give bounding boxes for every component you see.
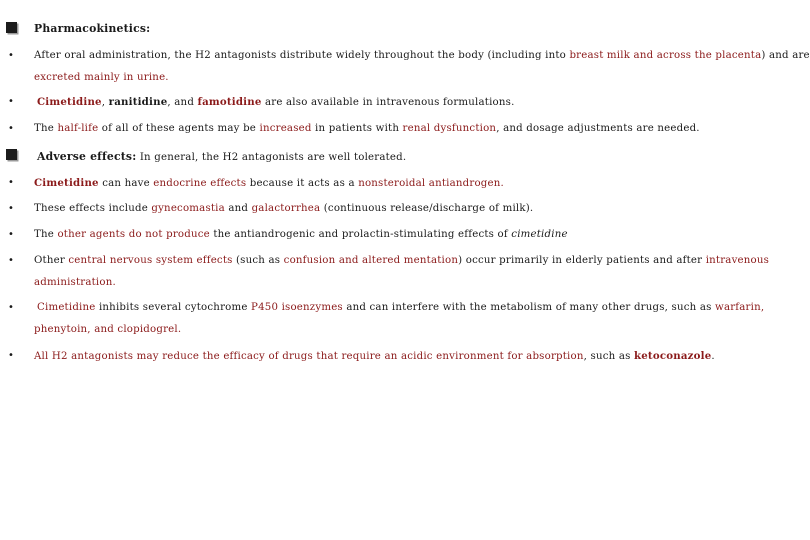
list-item-text <box>34 50 810 61</box>
text-run: (such as <box>232 255 284 266</box>
highlight-text: administration. <box>34 277 116 288</box>
bullet-dot-icon: • <box>8 96 15 107</box>
drug-name: ranitidine <box>108 96 168 108</box>
text-run: (continuous release/discharge of milk). <box>320 203 534 214</box>
bullet-dot-icon: • <box>8 255 15 266</box>
text-run: inhibits several cytochrome <box>95 302 252 313</box>
text-run: the antiandrogenic and prolactin-stimulating effects of <box>209 229 512 240</box>
highlight-text: central nervous system effects <box>68 255 233 266</box>
drug-name: famotidine <box>197 96 262 108</box>
text-run: After oral administration, the H2 antagonists distribute widely throughout the body (including into <box>34 50 570 61</box>
text-run: The <box>34 123 58 134</box>
list-item-text <box>37 302 764 313</box>
text-run: and <box>224 203 252 214</box>
drug-name: ketoconazole <box>633 350 712 362</box>
highlight-text: renal dysfunction <box>402 123 497 134</box>
highlight-text: phenytoin, and clopidogrel. <box>34 324 182 335</box>
text-run: These effects include <box>34 203 152 214</box>
text-run: , <box>101 97 109 108</box>
bullet-dot-icon: • <box>8 203 15 214</box>
list-item-text <box>34 350 715 362</box>
highlight-text: galactorrhea <box>251 203 321 214</box>
text-run: ) and are <box>761 50 810 61</box>
section-heading-line <box>37 150 406 163</box>
bullet-dot-icon: • <box>8 50 15 61</box>
list-item-text <box>34 123 700 134</box>
bullet-dot-icon: • <box>8 350 15 361</box>
text-run: are also available in intravenous formulations. <box>261 97 515 108</box>
highlight-text: that require an acidic environment for absorption <box>316 351 584 362</box>
square-checkbox-icon <box>6 149 17 160</box>
bullet-dot-icon: • <box>8 123 15 134</box>
highlight-text: excreted mainly in urine. <box>34 72 169 83</box>
highlight-text: All H2 antagonists may reduce the efficacy of drugs <box>34 351 317 362</box>
section-heading: Pharmacokinetics: <box>34 22 151 35</box>
highlight-text: P450 isoenzymes <box>251 302 343 313</box>
text-run: in patients with <box>311 123 403 134</box>
italic-text: cimetidine <box>511 229 568 240</box>
bullet-dot-icon: • <box>8 177 15 188</box>
text-run: ) occur primarily in elderly patients and after <box>458 255 706 266</box>
highlight-text: intravenous <box>705 255 770 266</box>
text-run: , and dosage adjustments are needed. <box>496 123 700 134</box>
drug-name: Cimetidine <box>37 302 96 313</box>
text-run: Other <box>34 255 69 266</box>
text-run: and can interfere with the metabolism of many other drugs, such as <box>342 302 716 313</box>
list-item-text <box>34 177 504 189</box>
list-item-text <box>34 255 769 266</box>
list-item-text <box>37 96 515 108</box>
drug-name: Cimetidine <box>37 96 102 108</box>
bullet-dot-icon: • <box>8 302 15 313</box>
bullet-dot-icon: • <box>8 229 15 240</box>
highlight-text: endocrine effects <box>153 178 247 189</box>
highlight-text: confusion and altered mentation <box>283 255 459 266</box>
highlight-text: warfarin, <box>715 302 765 313</box>
highlight-text: increased <box>259 123 312 134</box>
text-run: In general, the H2 antagonists are well tolerated. <box>136 152 407 163</box>
square-checkbox-icon <box>6 22 17 33</box>
highlight-text: breast milk and across the placenta <box>569 50 762 61</box>
text-run: because it acts as a <box>246 178 359 189</box>
text-run: , and <box>167 97 198 108</box>
text-run: The <box>34 229 58 240</box>
text-run: can have <box>98 178 154 189</box>
highlight-text: other agents do not produce <box>57 229 210 240</box>
list-item-text <box>34 203 533 214</box>
text-run: , such as <box>583 351 634 362</box>
list-item-text <box>34 229 568 240</box>
section-heading: Adverse effects: <box>37 150 137 163</box>
highlight-text: half-life <box>57 123 99 134</box>
text-run: of all of these agents may be <box>98 123 260 134</box>
text-run: . <box>711 351 715 362</box>
highlight-text: nonsteroidal antiandrogen. <box>358 178 504 189</box>
drug-name: Cimetidine <box>34 177 99 189</box>
highlight-text: gynecomastia <box>151 203 225 214</box>
